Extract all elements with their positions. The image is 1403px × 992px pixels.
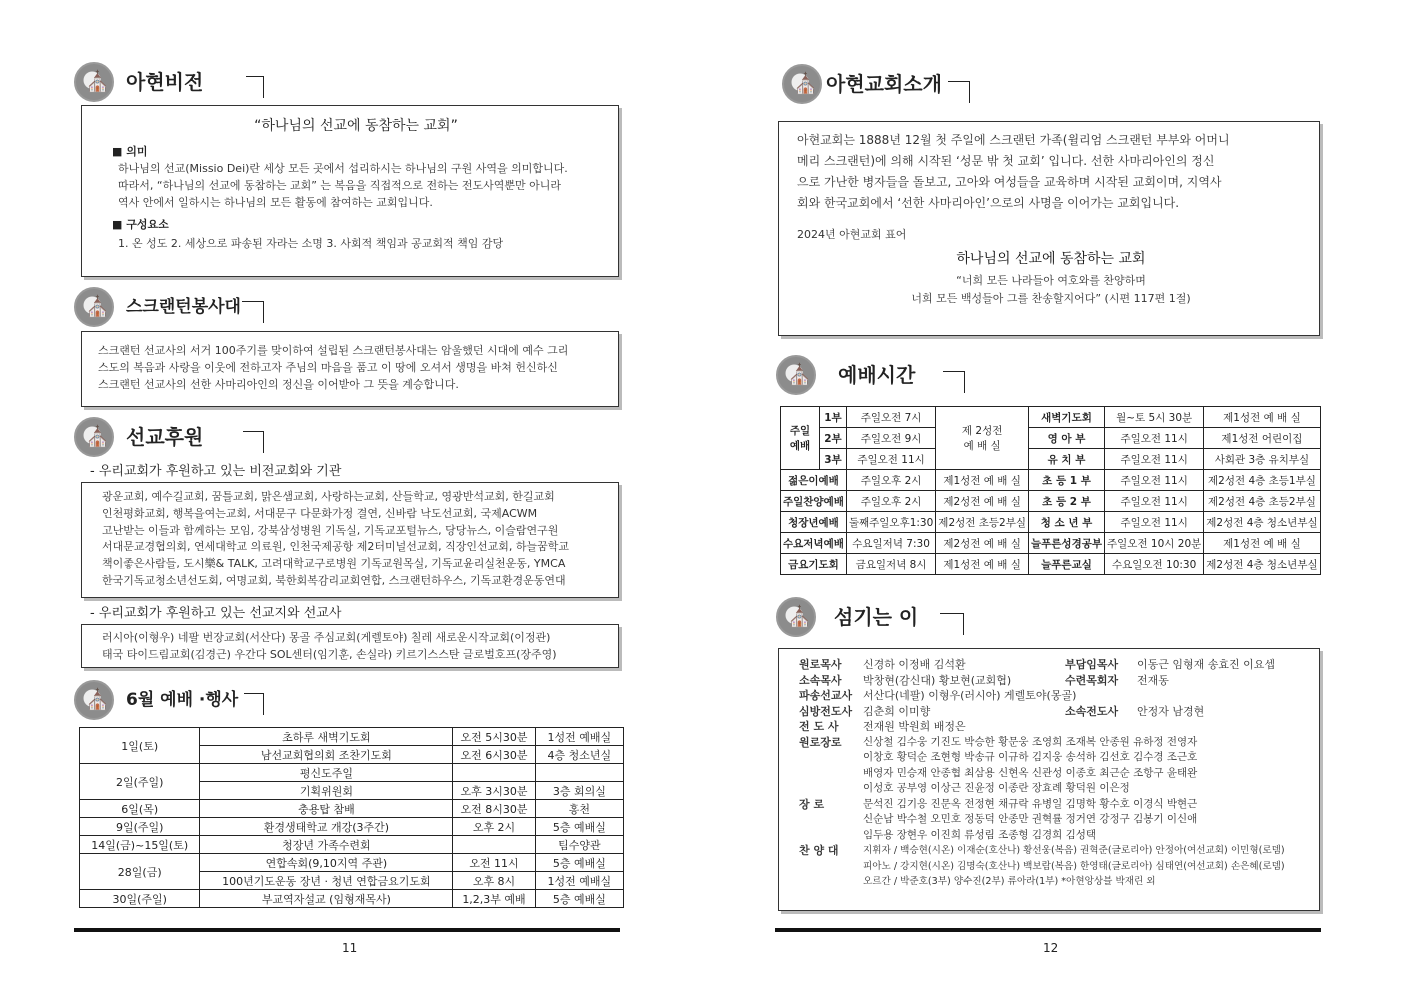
service-time: 주일오후 2시 xyxy=(846,470,935,491)
right-page xyxy=(700,0,1403,992)
service-time: 주일오전 7시 xyxy=(846,407,935,428)
event-name: 부교역자설교 (임형재목사) xyxy=(200,890,453,908)
event-date: 1일(토) xyxy=(80,728,200,764)
staff-names: 전재원 박원희 배정은 xyxy=(863,720,966,733)
service-name: 늘푸른성경공부 xyxy=(1029,533,1105,554)
event-place: 3층 회의실 xyxy=(535,782,623,800)
service-name: 수요저녁예배 xyxy=(781,533,847,554)
scranton-title: 스크랜턴봉사대 xyxy=(126,297,241,317)
church-logo-icon xyxy=(776,355,816,395)
intro-header xyxy=(782,64,968,104)
worship-header xyxy=(776,355,941,395)
service-place: 제2성전 예 배 실 xyxy=(936,533,1029,554)
service-time: 둘째주일오후1:30 xyxy=(846,512,935,533)
staff-label: 원로장로 xyxy=(799,735,842,749)
vision-box xyxy=(81,105,619,277)
vision-title: 아현비전 xyxy=(126,70,204,94)
table-row xyxy=(80,800,624,818)
event-time: 오전 8시30분 xyxy=(453,800,535,818)
scranton-box xyxy=(81,331,619,407)
event-place: 홍천 xyxy=(535,800,623,818)
staff-row xyxy=(799,735,1313,797)
event-time xyxy=(453,764,535,782)
missionary-line: 러시아(이형우) 네팔 번장교회(서산다) 몽골 주심교회(게렐토야) 칠레 새로운시작교회(이정관) xyxy=(102,631,551,644)
left-page xyxy=(0,0,700,992)
service-name: 유 치 부 xyxy=(1029,449,1105,470)
scranton-line: 스크랜턴 선교사의 서거 100주기를 맞이하여 설립된 스크랜턴봉사대는 암울했던 시대에 예수 그리 xyxy=(98,344,569,357)
table-row xyxy=(80,890,624,908)
intro-line: 으로 가난한 병자들을 돌보고, 고아와 여성들을 교육하며 시작된 교회이며, 지역사 xyxy=(797,175,1222,189)
event-place: 1성전 예배실 xyxy=(535,728,623,746)
table-row xyxy=(781,470,1321,491)
service-place: 사회관 3층 유치부실 xyxy=(1204,449,1320,470)
service-place: 제1성전 예 배 실 xyxy=(1204,533,1320,554)
service-time: 주일오전 11시 xyxy=(1105,512,1204,533)
service-time: 주일오전 11시 xyxy=(1105,449,1204,470)
intro-line: 회와 한국교회에서 ‘선한 사마리아인’으로의 사명을 이어가는 교회입니다. xyxy=(797,196,1180,210)
title-bracket xyxy=(940,613,964,635)
org-line: 서대문교경협의회, 연세대학교 의료원, 인천국제공항 제2터미널선교회, 직장인선교회, 하늘꿈학교 xyxy=(102,540,570,554)
org-line: 고난받는 이들과 함께하는 모임, 강북삼성병원 기독실, 기독교포털뉴스, 당당뉴스, 이슬람연구원 xyxy=(102,523,559,537)
intro-box xyxy=(778,121,1320,336)
event-place: 5층 예배실 xyxy=(535,890,623,908)
footer-rule xyxy=(74,928,620,932)
service-part: 3부 xyxy=(820,449,847,470)
service-name: 초 등 1 부 xyxy=(1029,470,1105,491)
service-place: 제2성전 4층 청소년부실 xyxy=(1204,554,1320,575)
service-time: 주일오전 11시 xyxy=(1105,491,1204,512)
event-name: 100년기도운동 장년 · 청년 연합금요기도회 xyxy=(200,872,453,890)
church-logo-icon xyxy=(776,597,816,637)
table-row xyxy=(781,554,1321,575)
event-time: 오전 11시 xyxy=(453,854,535,872)
service-time: 주일오후 2시 xyxy=(846,491,935,512)
service-time: 수요일저녁 7:30 xyxy=(846,533,935,554)
church-logo-icon xyxy=(74,417,114,457)
service-place: 제1성전 예 배 실 xyxy=(936,470,1029,491)
event-name: 기획위원회 xyxy=(200,782,453,800)
service-place: 제2성전 4층 청소년부실 xyxy=(1204,512,1320,533)
service-time: 수요일오전 10:30 xyxy=(1105,554,1204,575)
event-time: 오후 8시 xyxy=(453,872,535,890)
staff-row xyxy=(799,657,1313,673)
orgs-box xyxy=(81,482,619,598)
staff-names: 신상철 김수웅 기진도 박승한 황문웅 조영희 조재복 안종원 유하정 전영자 이창호 황덕순 조현형 박송규 이규하 김지웅 송석하 김선호 김수경 조근호 배영자 민승재 안종협 최삼용 신현옥 신관성 이종호 최근순 조항구 윤태완 이성호 공부영 이상근 진윤정 이종란 장효례 황덕원 이은정 xyxy=(863,735,1198,794)
missionary-line: 태국 타이드림교회(김경근) 우간다 SOL센터(임기훈, 손실라) 키르기스스탄 글로벌호프(장주영) xyxy=(102,648,557,661)
staff-label: 수련목회자 xyxy=(1065,673,1119,687)
event-place: 5층 예배실 xyxy=(535,818,623,836)
service-place: 제2성전 4층 초등1부실 xyxy=(1204,470,1320,491)
vision-header xyxy=(74,62,229,102)
service-name: 젊은이예배 xyxy=(781,470,847,491)
event-date: 14일(금)~15일(토) xyxy=(80,836,200,854)
table-row xyxy=(80,854,624,872)
service-time: 금요일저녁 8시 xyxy=(846,554,935,575)
title-bracket xyxy=(243,431,264,453)
staff-names: 문석진 김기응 진문옥 전정현 채규락 유병일 김명학 황수호 이경식 박현근 신순남 박수철 오민호 정동덕 안종만 권혁률 정거연 강정구 김봉기 이신애 임두용 장현우 이진희 류성림 조종형 김경희 김성택 xyxy=(863,797,1198,841)
staff-label: 찬 양 대 xyxy=(799,844,839,857)
service-place: 제2성전 예 배 실 xyxy=(936,491,1029,512)
meaning-heading: ■ 의미 xyxy=(112,145,148,158)
title-bracket xyxy=(948,81,970,103)
service-name: 초 등 2 부 xyxy=(1029,491,1105,512)
meaning-line: 따라서, “하나님의 선교에 동참하는 교회” 는 복음을 직접적으로 전하는 전도사역뿐만 아니라 xyxy=(118,179,562,192)
church-logo-icon xyxy=(74,62,114,102)
event-name: 초하루 새벽기도회 xyxy=(200,728,453,746)
staff-names: 신경하 이정배 김석환 xyxy=(863,658,966,671)
church-logo-icon xyxy=(782,64,822,104)
service-time: 주일오전 11시 xyxy=(1105,428,1204,449)
service-time: 주일오전 10시 20분 xyxy=(1105,533,1204,554)
june-title: 6월 예배 ·행사 xyxy=(126,690,239,710)
scranton-line: 스크랜턴 선교사의 선한 사마리아인의 정신을 이어받아 그 뜻을 계승합니다. xyxy=(98,378,459,391)
church-logo-icon xyxy=(74,680,114,720)
intro-line: 메리 스크랜턴)에 의해 시작된 ‘성문 밖 첫 교회’ 입니다. 선한 사마리아인의 정신 xyxy=(797,154,1215,168)
servants-box xyxy=(778,648,1320,911)
event-name: 청장년 가족수련회 xyxy=(200,836,453,854)
table-row xyxy=(781,491,1321,512)
staff-row xyxy=(799,797,1313,844)
event-place: 1성전 예배실 xyxy=(535,872,623,890)
service-name: 청 소 년 부 xyxy=(1029,512,1105,533)
motto-text: 하나님의 선교에 동참하는 교회 xyxy=(956,251,1146,267)
event-date: 9일(주일) xyxy=(80,818,200,836)
title-bracket xyxy=(242,301,264,323)
staff-row xyxy=(799,704,1313,720)
service-time: 주일오전 11시 xyxy=(846,449,935,470)
worship-title: 예배시간 xyxy=(838,363,916,387)
table-row xyxy=(781,512,1321,533)
event-name: 연합속회(9,10지역 주관) xyxy=(200,854,453,872)
event-time: 오전 6시30분 xyxy=(453,746,535,764)
title-bracket xyxy=(943,371,965,393)
staff-row xyxy=(799,843,1313,890)
worship-times-table xyxy=(780,406,1321,575)
intro-title: 아현교회소개 xyxy=(826,72,942,96)
staff-row xyxy=(799,688,1313,704)
service-place: 제2성전 초등2부실 xyxy=(936,512,1029,533)
service-place: 제1성전 어린이집 xyxy=(1204,428,1320,449)
event-time: 오후 3시30분 xyxy=(453,782,535,800)
table-row xyxy=(80,818,624,836)
staff-names: 안정자 남경현 xyxy=(1137,704,1205,718)
staff-label: 원로목사 xyxy=(799,658,842,671)
service-place: 제 2성전 예 배 실 xyxy=(936,407,1029,470)
service-name: 청장년예배 xyxy=(781,512,847,533)
church-logo-icon xyxy=(74,287,114,327)
verse-line: “너희 모든 나라들아 여호와를 찬양하며 xyxy=(956,274,1146,287)
vision-headline: “하나님의 선교에 동참하는 교회” xyxy=(254,118,458,134)
table-row xyxy=(80,836,624,854)
event-place xyxy=(535,764,623,782)
staff-label: 파송선교사 xyxy=(799,689,853,702)
scranton-header xyxy=(74,287,267,327)
service-name: 늘푸른교실 xyxy=(1029,554,1105,575)
staff-label: 소속목사 xyxy=(799,673,842,687)
staff-label: 심방전도사 xyxy=(799,704,853,718)
mission-title: 선교후원 xyxy=(126,425,204,449)
motto-year-label: 2024년 아현교회 표어 xyxy=(797,228,907,241)
staff-names: 김춘희 이미향 xyxy=(863,704,931,718)
staff-names: 전재동 xyxy=(1137,673,1169,687)
event-date: 30일(주일) xyxy=(80,890,200,908)
service-part: 2부 xyxy=(820,428,847,449)
event-time: 오전 5시30분 xyxy=(453,728,535,746)
table-row xyxy=(80,764,624,782)
mission-sub2: - 우리교회가 후원하고 있는 선교지와 선교사 xyxy=(90,606,342,621)
event-name: 환경생태학교 개강(3주간) xyxy=(200,818,453,836)
meaning-text xyxy=(112,160,600,211)
org-line: 한국기독교청소년선도회, 여명교회, 북한회복감리교회연합, 스크랜턴하우스, 기독교환경운동연대 xyxy=(102,573,566,587)
event-name: 남선교회협의회 조찬기도회 xyxy=(200,746,453,764)
table-row xyxy=(781,449,1321,470)
title-bracket xyxy=(244,693,264,715)
staff-names: 박창현(감신대) 황보현(교회협) xyxy=(863,673,1012,687)
sunday-service-label: 주일 예배 xyxy=(781,407,820,470)
staff-label: 부담임목사 xyxy=(1065,658,1119,671)
elements-heading: ■ 구성요소 xyxy=(112,218,169,231)
service-name: 주일찬양예배 xyxy=(781,491,847,512)
service-place: 제1성전 예 배 실 xyxy=(936,554,1029,575)
event-time xyxy=(453,836,535,854)
org-line: 광운교회, 예수길교회, 꿈틀교회, 맑은샘교회, 사랑하는교회, 산들학교, 영광반석교회, 한길교회 xyxy=(102,490,555,503)
event-place: 5층 예배실 xyxy=(535,854,623,872)
staff-label: 소속전도사 xyxy=(1065,704,1119,718)
event-date: 28일(금) xyxy=(80,854,200,890)
mission-sub1: - 우리교회가 후원하고 있는 비전교회와 기관 xyxy=(90,464,342,479)
event-date: 6일(목) xyxy=(80,800,200,818)
missionaries-box xyxy=(81,624,619,668)
service-name: 영 아 부 xyxy=(1029,428,1105,449)
event-name: 평신도주일 xyxy=(200,764,453,782)
org-line: 책이좋은사람들, 도시樂& TALK, 고려대학교구로병원 기독교원목실, 기독교윤리실천운동, YMCA xyxy=(102,557,566,571)
table-row xyxy=(781,428,1321,449)
staff-names: 서산다(네팔) 이형우(러시아) 게렐토야(몽골) xyxy=(863,689,1077,702)
event-place: 4층 청소년실 xyxy=(535,746,623,764)
service-time: 주일오전 11시 xyxy=(1105,470,1204,491)
meaning-line: 하나님의 선교(Missio Dei)란 세상 모든 곳에서 섭리하시는 하나님의 구원 사역을 의미합니다. xyxy=(118,162,568,175)
scranton-line: 스도의 복음과 사랑을 이웃에 전하고자 주님의 마음을 품고 이 땅에 오셔서 생명을 바쳐 헌신하신 xyxy=(98,361,558,374)
title-bracket xyxy=(246,76,264,98)
event-time: 오후 2시 xyxy=(453,818,535,836)
servants-header xyxy=(776,597,944,637)
service-part: 1부 xyxy=(820,407,847,428)
service-time: 월~토 5시 30분 xyxy=(1105,407,1204,428)
table-row xyxy=(80,728,624,746)
event-date: 2일(주일) xyxy=(80,764,200,800)
staff-label: 장 로 xyxy=(799,797,825,811)
table-row xyxy=(781,533,1321,554)
staff-label: 전 도 사 xyxy=(799,720,839,733)
footer-rule xyxy=(775,928,1321,932)
june-schedule-table xyxy=(79,727,624,908)
elements-text: 1. 온 성도 2. 세상으로 파송된 자라는 소명 3. 사회적 책임과 공교회적 책임 감당 xyxy=(118,237,504,250)
staff-row xyxy=(799,673,1313,689)
june-header xyxy=(74,680,264,720)
meaning-line: 역사 안에서 일하시는 하나님의 모든 활동에 참여하는 교회입니다. xyxy=(118,196,433,209)
event-place: 팀수양관 xyxy=(535,836,623,854)
staff-names: 이동근 임형재 송효진 이요셉 xyxy=(1137,658,1276,671)
servants-title: 섬기는 이 xyxy=(834,605,919,629)
service-name: 새벽기도회 xyxy=(1029,407,1105,428)
page-number: 11 xyxy=(342,941,358,955)
service-place: 제2성전 4층 초등2부실 xyxy=(1204,491,1320,512)
page-number: 12 xyxy=(1043,941,1059,955)
verse-line: 너희 모든 백성들아 그를 찬송할지어다” (시편 117편 1절) xyxy=(911,292,1191,305)
table-row xyxy=(781,407,1321,428)
event-name: 충용탑 참배 xyxy=(200,800,453,818)
event-time: 1,2,3부 예배 xyxy=(453,890,535,908)
service-place: 제1성전 예 배 실 xyxy=(1204,407,1320,428)
staff-names: 지휘자 / 백승현(시온) 이재순(호산나) 황선웅(복음) 권혁준(글로리아) 안정아(여선교회) 이민형(로뎀) 피아노 / 강지현(시온) 김명숙(호산나) 백보람(복음) 한영태(글로리아) 심태연(여선교회) 손은혜(로뎀) 오르간 / 박준호(3부) 양수진(2부) 류아라(1부) *아현앙상블 박재린 외 xyxy=(863,845,1285,887)
service-name: 금요기도회 xyxy=(781,554,847,575)
mission-header xyxy=(74,417,229,457)
org-line: 인천평화교회, 행복을여는교회, 서대문구 다문화가정 결연, 신바람 낙도선교회, 국제ACWM xyxy=(102,506,538,520)
service-time: 주일오전 9시 xyxy=(846,428,935,449)
staff-row xyxy=(799,719,1313,735)
intro-line: 아현교회는 1888년 12월 첫 주일에 스크랜턴 가족(윌리엄 스크랜턴 부부와 어머니 xyxy=(797,133,1230,147)
